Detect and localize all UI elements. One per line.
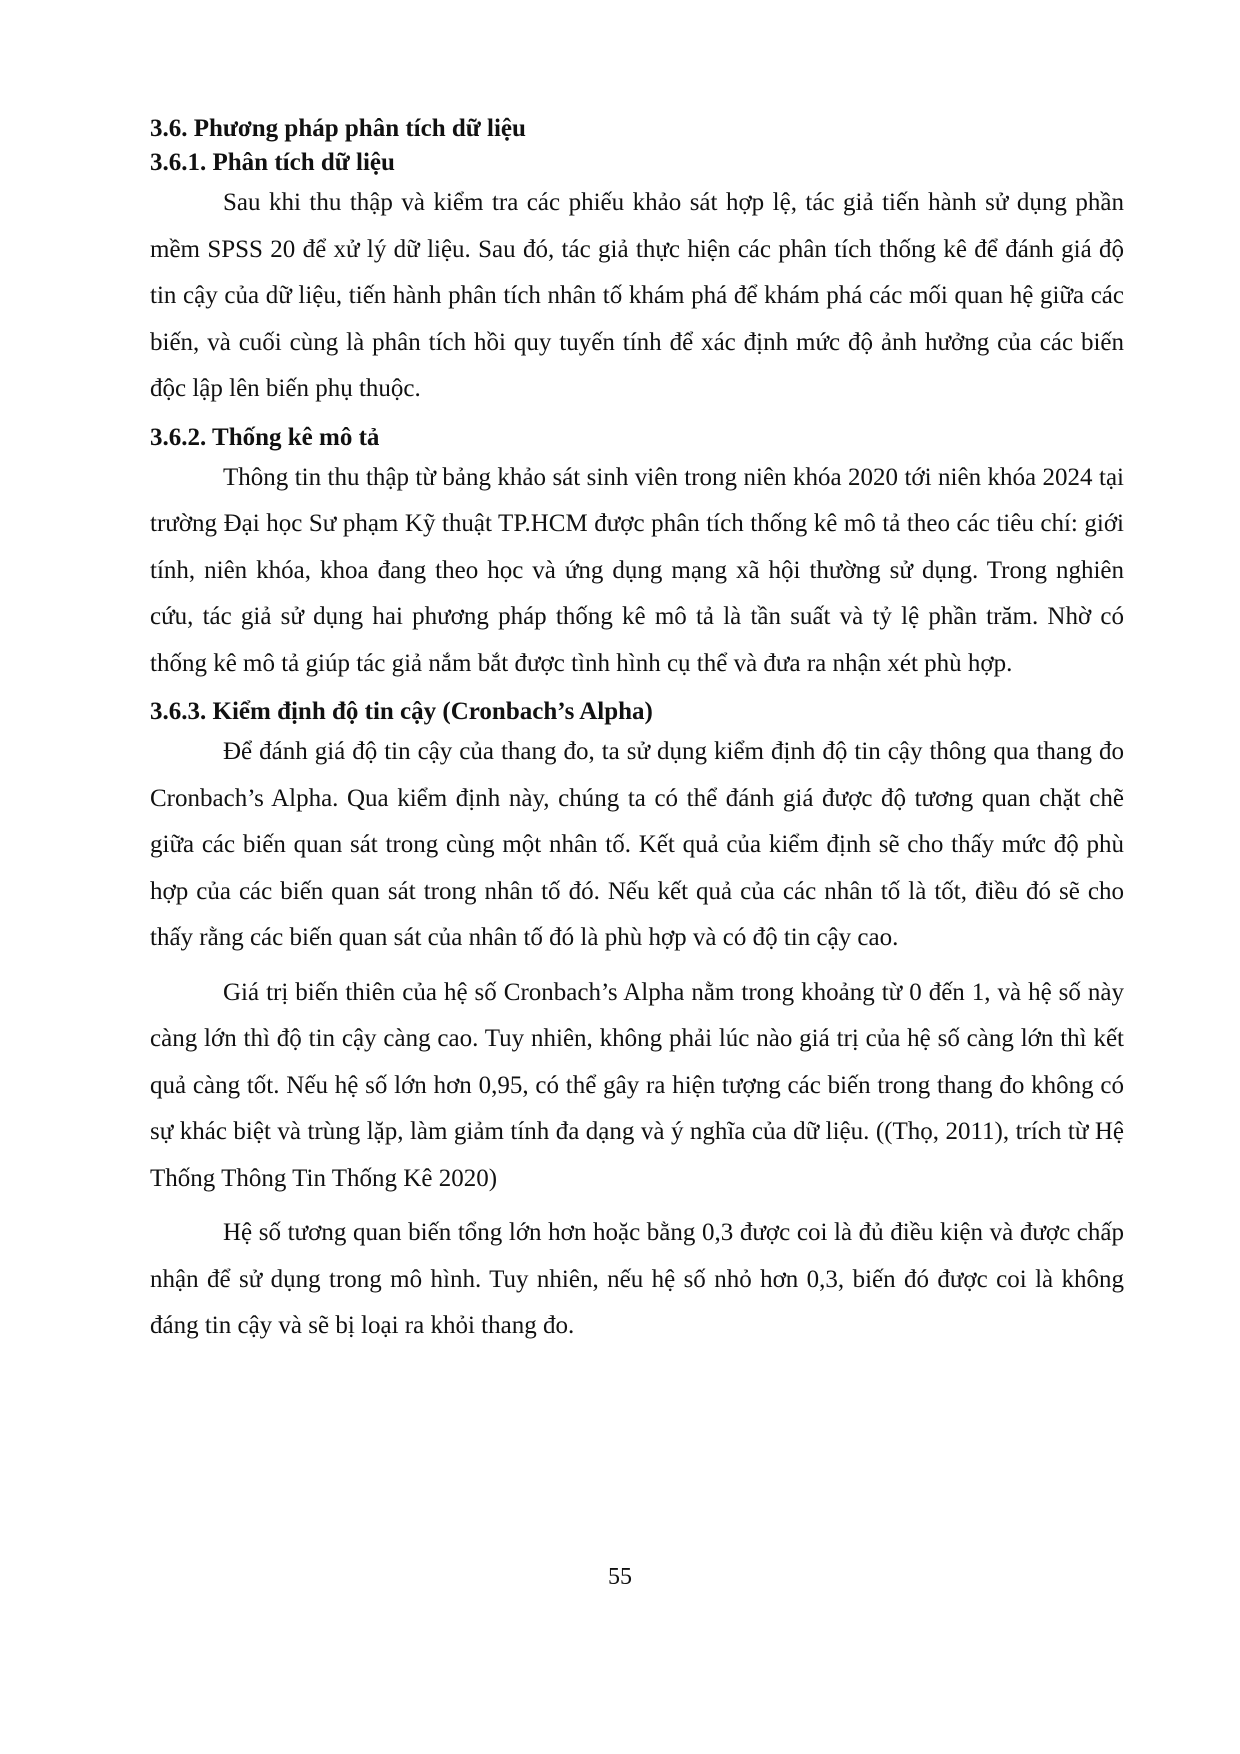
section-heading: 3.6. Phương pháp phân tích dữ liệu [150,115,526,142]
paragraph-data-analysis: Sau khi thu thập và kiểm tra các phiếu khảo sát hợp lệ, tác giả tiến hành sử dụng phần mềm SPSS 20 để xử lý dữ liệu. Sau đó, tác giả thực hiện các phân tích thống kê để đánh giá độ tin cậy của dữ liệu, tiến hành phân tích nhân tố khám phá để khám phá các mối quan hệ giữa các biến, và cuối cùng là phân tích hồi quy tuyến tính để xác định mức độ ảnh hưởng của các biến độc lập lên biến phụ thuộc. [150,189,1124,402]
subsection-heading-descriptive-statistics: 3.6.2. Thống kê mô tả [150,423,380,451]
page-content [150,112,1124,1358]
subsection-heading-data-analysis: 3.6.1. Phân tích dữ liệu [150,149,395,176]
subsection-heading-cronbach-alpha: 3.6.3. Kiểm định độ tin cậy (Cronbach’s Alpha) [150,698,653,725]
paragraph-cronbach-intro: Để đánh giá độ tin cậy của thang đo, ta sử dụng kiểm định độ tin cậy thông qua thang đo Cronbach’s Alpha. Qua kiểm định này, chúng ta có thể đánh giá được độ tương quan chặt chẽ giữa các biến quan sát trong cùng một nhân tố. Kết quả của kiểm định sẽ cho thấy mức độ phù hợp của các biến quan sát trong nhân tố đó. Nếu kết quả của các nhân tố là tốt, điều đó sẽ cho thấy rằng các biến quan sát của nhân tố đó là phù hợp và có độ tin cậy cao. [150,738,1124,951]
paragraph-cronbach-range: Giá trị biến thiên của hệ số Cronbach’s Alpha nằm trong khoảng từ 0 đến 1, và hệ số này càng lớn thì độ tin cậy càng cao. Tuy nhiên, không phải lúc nào giá trị của hệ số càng lớn thì kết quả càng tốt. Nếu hệ số lớn hơn 0,95, có thể gây ra hiện tượng các biến trong thang đo không có sự khác biệt và trùng lặp, làm giảm tính đa dạng và ý nghĩa của dữ liệu. ((Thọ, 2011), trích từ Hệ Thống Thông Tin Thống Kê 2020) [150,978,1124,1192]
page-number: 55 [608,1564,632,1590]
paragraph-item-total-correlation: Hệ số tương quan biến tổng lớn hơn hoặc bằng 0,3 được coi là đủ điều kiện và được chấp nhận để sử dụng trong mô hình. Tuy nhiên, nếu hệ số nhỏ hơn 0,3, biến đó được coi là không đáng tin cậy và sẽ bị loại ra khỏi thang đo. [150,1219,1124,1339]
paragraph-descriptive-statistics: Thông tin thu thập từ bảng khảo sát sinh viên trong niên khóa 2020 tới niên khóa 2024 tại trường Đại học Sư phạm Kỹ thuật TP.HCM được phân tích thống kê mô tả theo các tiêu chí: giới tính, niên khóa, khoa đang theo học và ứng dụng mạng xã hội thường sử dụng. Trong nghiên cứu, tác giả sử dụng hai phương pháp thống kê mô tả là tần suất và tỷ lệ phần trăm. Nhờ có thống kê mô tả giúp tác giả nắm bắt được tình hình cụ thể và đưa ra nhận xét phù hợp. [150,463,1124,677]
